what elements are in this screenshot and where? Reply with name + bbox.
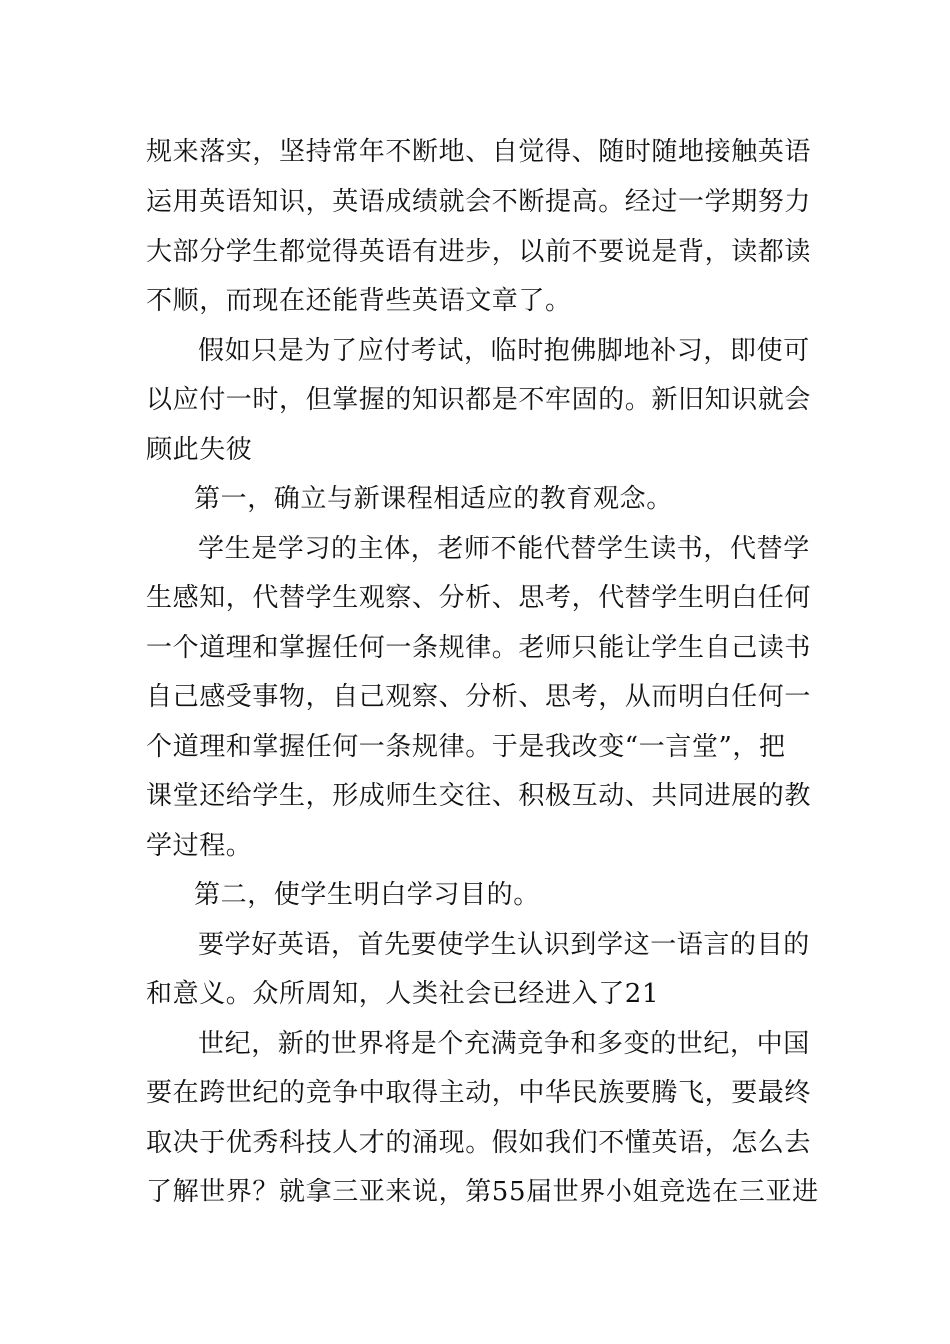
- section-heading: 第二，使学生明白学习目的。: [194, 880, 540, 910]
- text-line: 不顺，而现在还能背些英语文章了。: [146, 286, 572, 316]
- paragraph-first-line: 假如只是为了应付考试，临时抱佛脚地补习，即使可: [198, 336, 810, 366]
- text-line: 顾此失彼: [146, 435, 253, 465]
- paragraph-first-line: 世纪，新的世界将是个充满竞争和多变的世纪，中国: [198, 1029, 810, 1059]
- text-line: 了解世界？就拿三亚来说，第55届世界小姐竞选在三亚进: [146, 1177, 819, 1207]
- text-line: 生感知，代替学生观察、分析、思考，代替学生明白任何: [146, 583, 812, 613]
- text-line: 以应付一时，但掌握的知识都是不牢固的。新旧知识就会: [146, 385, 812, 415]
- text-line: 一个道理和掌握任何一条规律。老师只能让学生自己读书: [146, 633, 812, 663]
- text-line: 个道理和掌握任何一条规律。于是我改变“一言堂”，把: [146, 732, 786, 762]
- text-line: 课堂还给学生，形成师生交往、积极互动、共同进展的教: [146, 781, 812, 811]
- text-line: 要在跨世纪的竞争中取得主动，中华民族要腾飞，要最终: [146, 1078, 812, 1108]
- text-line: 自己感受事物，自己观察、分析、思考，从而明白任何一: [146, 682, 812, 712]
- text-line: 运用英语知识，英语成绩就会不断提高。经过一学期努力: [146, 187, 812, 217]
- text-line: 大部分学生都觉得英语有进步，以前不要说是背，读都读: [146, 237, 812, 267]
- text-line: 学过程。: [146, 831, 253, 861]
- text-line: 取决于优秀科技人才的涌现。假如我们不懂英语，怎么去: [146, 1128, 812, 1158]
- paragraph-first-line: 要学好英语，首先要使学生认识到学这一语言的目的: [198, 930, 810, 960]
- text-line: 规来落实，坚持常年不断地、自觉得、随时随地接触英语: [146, 137, 812, 167]
- section-heading: 第一，确立与新课程相适应的教育观念。: [194, 484, 673, 514]
- paragraph-first-line: 学生是学习的主体，老师不能代替学生读书，代替学: [198, 534, 810, 564]
- text-line: 和意义。众所周知，人类社会已经进入了21: [146, 979, 660, 1009]
